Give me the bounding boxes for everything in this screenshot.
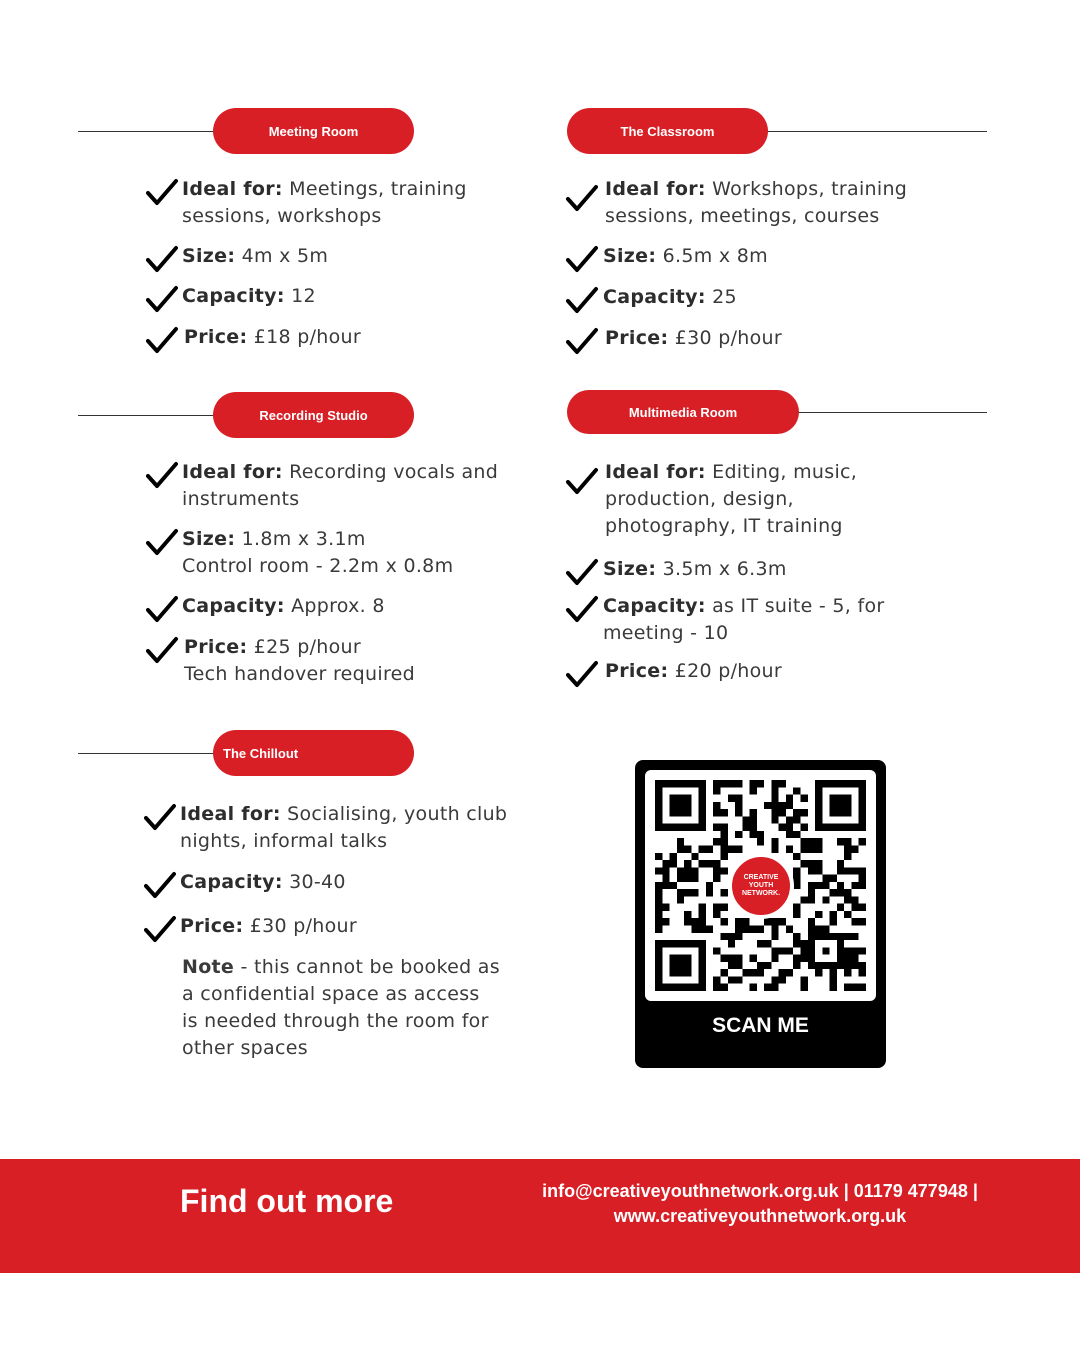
size-value: 6.5m x 8m: [662, 245, 768, 267]
meeting-room-rule: [78, 131, 218, 132]
multimedia-price-item: [566, 658, 782, 690]
contact-email-phone[interactable]: info@creativeyouthnetwork.org.uk | 01179 477948 |: [542, 1181, 978, 1201]
chillout-capacity-item: [144, 869, 346, 901]
multimedia-room-rule: [790, 412, 987, 413]
meeting-price-item: [146, 324, 361, 356]
check-icon: [144, 871, 176, 901]
classroom-ideal-item: [566, 176, 907, 230]
contact-website-link[interactable]: www.creativeyouthnetwork.org.uk: [613, 1206, 907, 1226]
ideal-value: Recording vocals and: [289, 461, 499, 483]
price-label: Price:: [180, 915, 244, 937]
price-value: £25 p/hour: [253, 636, 361, 658]
multimedia-size-item: [566, 556, 787, 588]
logo-text: CREATIVE: [743, 874, 779, 881]
ideal-value-cont: instruments: [182, 488, 300, 510]
recording-ideal-item: [146, 459, 498, 513]
meeting-ideal-item: [146, 176, 467, 230]
size-label: Size:: [182, 245, 236, 267]
size-label: Size:: [603, 558, 657, 580]
size-label: Size:: [182, 528, 236, 550]
price-label: Price:: [605, 327, 669, 349]
ideal-value: Workshops, training: [712, 178, 908, 200]
note-text: - this cannot be booked as: [240, 956, 500, 978]
ideal-value-cont: nights, informal talks: [180, 830, 388, 852]
ideal-value-cont: photography, IT training: [605, 515, 843, 537]
ideal-label: Ideal for:: [180, 803, 281, 825]
meeting-capacity-item: [146, 283, 316, 315]
price-value: £20 p/hour: [674, 660, 782, 682]
creative-youth-network-logo: [728, 853, 794, 919]
capacity-value: as IT suite - 5, for: [712, 595, 885, 617]
ideal-value-cont: production, design,: [605, 488, 794, 510]
meeting-size-item: [146, 243, 328, 275]
ideal-label: Ideal for:: [605, 461, 706, 483]
check-icon: [566, 467, 598, 497]
ideal-label: Ideal for:: [182, 461, 283, 483]
recording-price-item: [146, 634, 415, 688]
price-label: Price:: [184, 326, 248, 348]
check-icon: [146, 285, 178, 315]
size-value: 4m x 5m: [241, 245, 329, 267]
check-icon: [146, 178, 178, 208]
chillout-note: [182, 954, 500, 1062]
ideal-value: Meetings, training: [289, 178, 467, 200]
check-icon: [146, 245, 178, 275]
recording-studio-heading: Recording Studio: [213, 392, 414, 438]
note-text: is needed through the room for: [182, 1010, 489, 1032]
classroom-capacity-item: [566, 284, 737, 316]
recording-studio-rule: [78, 415, 218, 416]
check-icon: [144, 803, 176, 833]
multimedia-ideal-item: [566, 459, 857, 540]
capacity-value: 30-40: [289, 871, 346, 893]
size-label: Size:: [603, 245, 657, 267]
meeting-room-heading: Meeting Room: [213, 108, 414, 154]
chillout-rule: [78, 753, 218, 754]
scan-me-label: SCAN ME: [712, 1014, 809, 1037]
classroom-price-item: [566, 325, 782, 357]
note-text: a confidential space as access: [182, 983, 480, 1005]
multimedia-capacity-item: [566, 593, 885, 647]
check-icon: [146, 461, 178, 491]
contact-details[interactable]: [520, 1179, 1000, 1229]
check-icon: [566, 245, 598, 275]
size-value: 1.8m x 3.1m: [241, 528, 366, 550]
footer-banner: [0, 1159, 1080, 1273]
ideal-label: Ideal for:: [605, 178, 706, 200]
check-icon: [566, 184, 598, 214]
note-label: Note: [182, 956, 235, 978]
chillout-heading: The Chillout: [213, 730, 414, 776]
chillout-ideal-item: [144, 801, 507, 855]
capacity-label: Capacity:: [603, 286, 706, 308]
find-out-more-heading: Find out more: [180, 1183, 394, 1219]
size-value: 3.5m x 6.3m: [662, 558, 787, 580]
capacity-value: Approx. 8: [291, 595, 385, 617]
ideal-value-cont: sessions, workshops: [182, 205, 382, 227]
capacity-value: 25: [712, 286, 737, 308]
size-value-cont: Control room - 2.2m x 0.8m: [182, 555, 454, 577]
capacity-label: Capacity:: [182, 285, 285, 307]
multimedia-room-heading: Multimedia Room: [567, 390, 799, 434]
price-label: Price:: [184, 636, 248, 658]
check-icon: [146, 636, 178, 666]
recording-capacity-item: [146, 593, 385, 625]
price-value: £18 p/hour: [253, 326, 361, 348]
price-value: £30 p/hour: [249, 915, 357, 937]
chillout-price-item: [144, 913, 357, 945]
ideal-value: Editing, music,: [712, 461, 858, 483]
classroom-heading: The Classroom: [567, 108, 768, 154]
check-icon: [566, 327, 598, 357]
note-text: other spaces: [182, 1037, 308, 1059]
classroom-rule: [760, 131, 987, 132]
check-icon: [146, 326, 178, 356]
capacity-value: 12: [291, 285, 316, 307]
price-value: £30 p/hour: [674, 327, 782, 349]
ideal-value: Socialising, youth club: [287, 803, 508, 825]
ideal-label: Ideal for:: [182, 178, 283, 200]
classroom-size-item: [566, 243, 768, 275]
capacity-label: Capacity:: [182, 595, 285, 617]
capacity-label: Capacity:: [603, 595, 706, 617]
check-icon: [566, 286, 598, 316]
qr-code-panel: [645, 770, 876, 1001]
ideal-value-cont: sessions, meetings, courses: [605, 205, 880, 227]
recording-size-item: [146, 526, 453, 580]
check-icon: [566, 558, 598, 588]
check-icon: [146, 595, 178, 625]
price-label: Price:: [605, 660, 669, 682]
qr-code-card[interactable]: [635, 760, 886, 1068]
capacity-label: Capacity:: [180, 871, 283, 893]
check-icon: [146, 528, 178, 558]
check-icon: [566, 660, 598, 690]
capacity-value-cont: meeting - 10: [603, 622, 729, 644]
price-note: Tech handover required: [184, 663, 416, 685]
check-icon: [566, 595, 598, 625]
check-icon: [144, 915, 176, 945]
logo-text: NETWORK.: [741, 890, 781, 897]
logo-text: YOUTH: [748, 882, 774, 889]
